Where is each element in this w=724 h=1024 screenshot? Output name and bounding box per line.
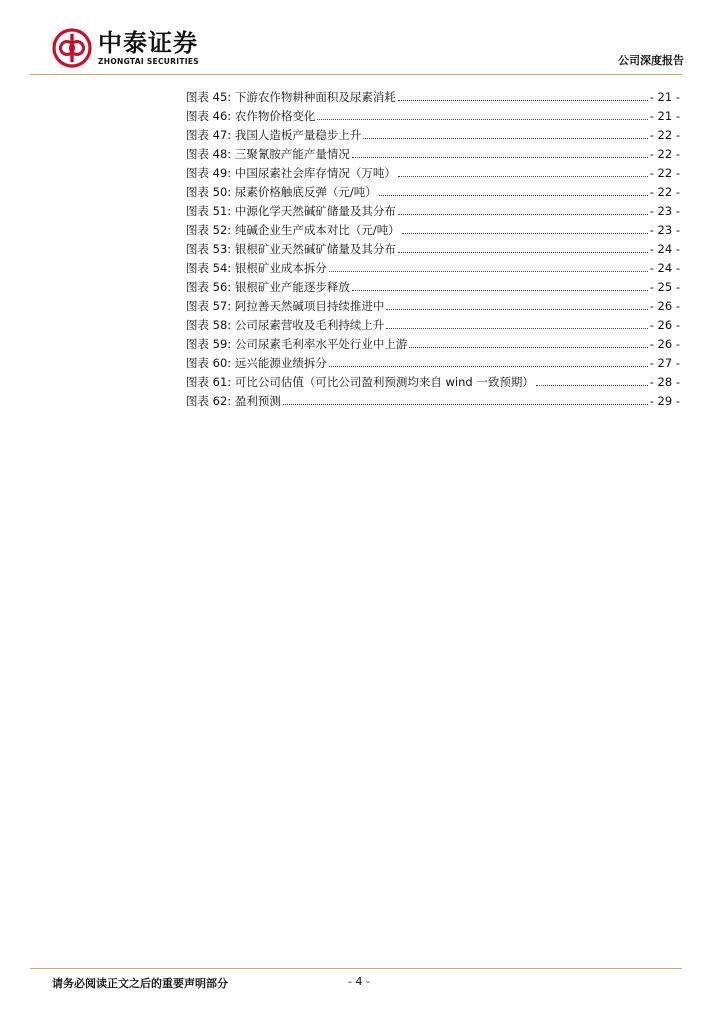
toc-leader-dots [379,183,648,196]
header-divider [30,74,682,75]
toc-entry-label: 图表 54: [186,261,232,275]
toc-entry-title: 远兴能源业绩拆分 [234,356,327,370]
toc-entry-label: 图表 60: [186,356,232,370]
toc-leader-dots [329,354,648,367]
toc-entry[interactable] [186,107,680,126]
toc-entry-title: 尿素价格触底反弹（元/吨） [234,185,377,199]
toc-entry[interactable] [186,316,680,335]
zhongtai-logo-icon [52,28,92,68]
toc-entry[interactable] [186,145,680,164]
footer-divider [30,968,682,969]
toc-entry[interactable] [186,392,680,411]
toc-entry-page: - 26 - [649,318,680,332]
toc-entry-label: 图表 62: [186,394,232,408]
toc-leader-dots [398,164,648,177]
toc-entry-label: 图表 59: [186,337,232,351]
toc-entry[interactable] [186,354,680,373]
toc-entry-page: - 26 - [649,299,680,313]
toc-entry[interactable] [186,183,680,202]
toc-entry-label: 图表 46: [186,109,232,123]
toc-entry-title: 公司尿素营收及毛利持续上升 [234,318,385,332]
toc-entry-label: 图表 45: [186,90,232,104]
toc-leader-dots [352,278,648,291]
toc-entry-title: 公司尿素毛利率水平处行业中上游 [234,337,408,351]
toc-entry-label: 图表 52: [186,223,232,237]
toc-entry-label: 图表 51: [186,204,232,218]
toc-entry-title: 阿拉善天然碱项目持续推进中 [234,299,385,313]
toc-entry-page: - 23 - [649,223,680,237]
toc-entry-title: 农作物价格变化 [234,109,316,123]
footer-page-number: - 4 - [348,975,370,988]
toc-entry[interactable] [186,240,680,259]
toc-entry-page: - 29 - [649,394,680,408]
toc-entry[interactable] [186,297,680,316]
toc-leader-dots [398,88,648,101]
toc-entry[interactable] [186,126,680,145]
toc-entry-title: 银根矿业产能逐步释放 [234,280,350,294]
toc-entry-label: 图表 48: [186,147,232,161]
toc-entry-label: 图表 53: [186,242,232,256]
logo-english-name: ZHONGTAI SECURITIES [98,56,199,66]
toc-entry-title: 银根矿业天然碱矿储量及其分布 [234,242,396,256]
toc-entry-title: 三聚氰胺产能产量情况 [234,147,350,161]
toc-entry-page: - 21 - [649,90,680,104]
toc-entry-title: 下游农作物耕种面积及尿素消耗 [234,90,396,104]
toc-entry-title: 盈利预测 [234,394,281,408]
toc-entry-page: - 26 - [649,337,680,351]
toc-entry-page: - 21 - [649,109,680,123]
toc-entry[interactable] [186,335,680,354]
toc-leader-dots [386,316,647,329]
toc-entry-label: 图表 47: [186,128,232,142]
toc-leader-dots [317,107,647,120]
toc-entry[interactable] [186,88,680,107]
toc-entry-title: 中国尿素社会库存情况（万吨） [234,166,396,180]
toc-entry-title: 中源化学天然碱矿储量及其分布 [234,204,396,218]
toc-entry[interactable] [186,221,680,240]
toc-entry-label: 图表 49: [186,166,232,180]
company-logo [52,28,199,68]
logo-chinese-name: 中泰证券 [98,28,198,57]
toc-entry[interactable] [186,278,680,297]
toc-leader-dots [386,297,647,310]
toc-entry-page: - 25 - [649,280,680,294]
toc-entry-page: - 23 - [649,204,680,218]
toc-leader-dots [283,392,648,405]
toc-entry-page: - 28 - [649,375,680,389]
toc-entry-label: 图表 56: [186,280,232,294]
toc-entry-page: - 24 - [649,242,680,256]
toc-entry[interactable] [186,373,680,392]
toc-entry-page: - 22 - [649,185,680,199]
toc-entry-title: 银根矿业成本拆分 [234,261,327,275]
toc-entry-title: 纯碱企业生产成本对比（元/吨） [234,223,400,237]
toc-leader-dots [398,202,648,215]
footer-disclaimer-note: 请务必阅读正文之后的重要声明部分 [52,977,228,990]
toc-entry-page: - 24 - [649,261,680,275]
toc-leader-dots [402,221,648,234]
toc-entry-label: 图表 57: [186,299,232,313]
toc-leader-dots [352,145,648,158]
toc-entry[interactable] [186,259,680,278]
toc-leader-dots [398,240,648,253]
toc-leader-dots [329,259,648,272]
toc-entry-title: 我国人造板产量稳步上升 [234,128,362,142]
toc-entry[interactable] [186,164,680,183]
toc-entry-page: - 27 - [649,356,680,370]
toc-leader-dots [536,373,648,386]
report-type-label: 公司深度报告 [618,54,684,67]
page-header [0,0,724,80]
toc-entry-label: 图表 61: [186,375,232,389]
toc-leader-dots [363,126,647,139]
toc-entry-page: - 22 - [649,147,680,161]
toc-leader-dots [409,335,647,348]
toc-entry-title: 可比公司估值（可比公司盈利预测均来自 wind 一致预期） [234,375,534,389]
toc-entry-label: 图表 58: [186,318,232,332]
toc-entry[interactable] [186,202,680,221]
toc-entry-page: - 22 - [649,166,680,180]
figure-table-of-contents [186,88,680,411]
toc-entry-label: 图表 50: [186,185,232,199]
toc-entry-page: - 22 - [649,128,680,142]
